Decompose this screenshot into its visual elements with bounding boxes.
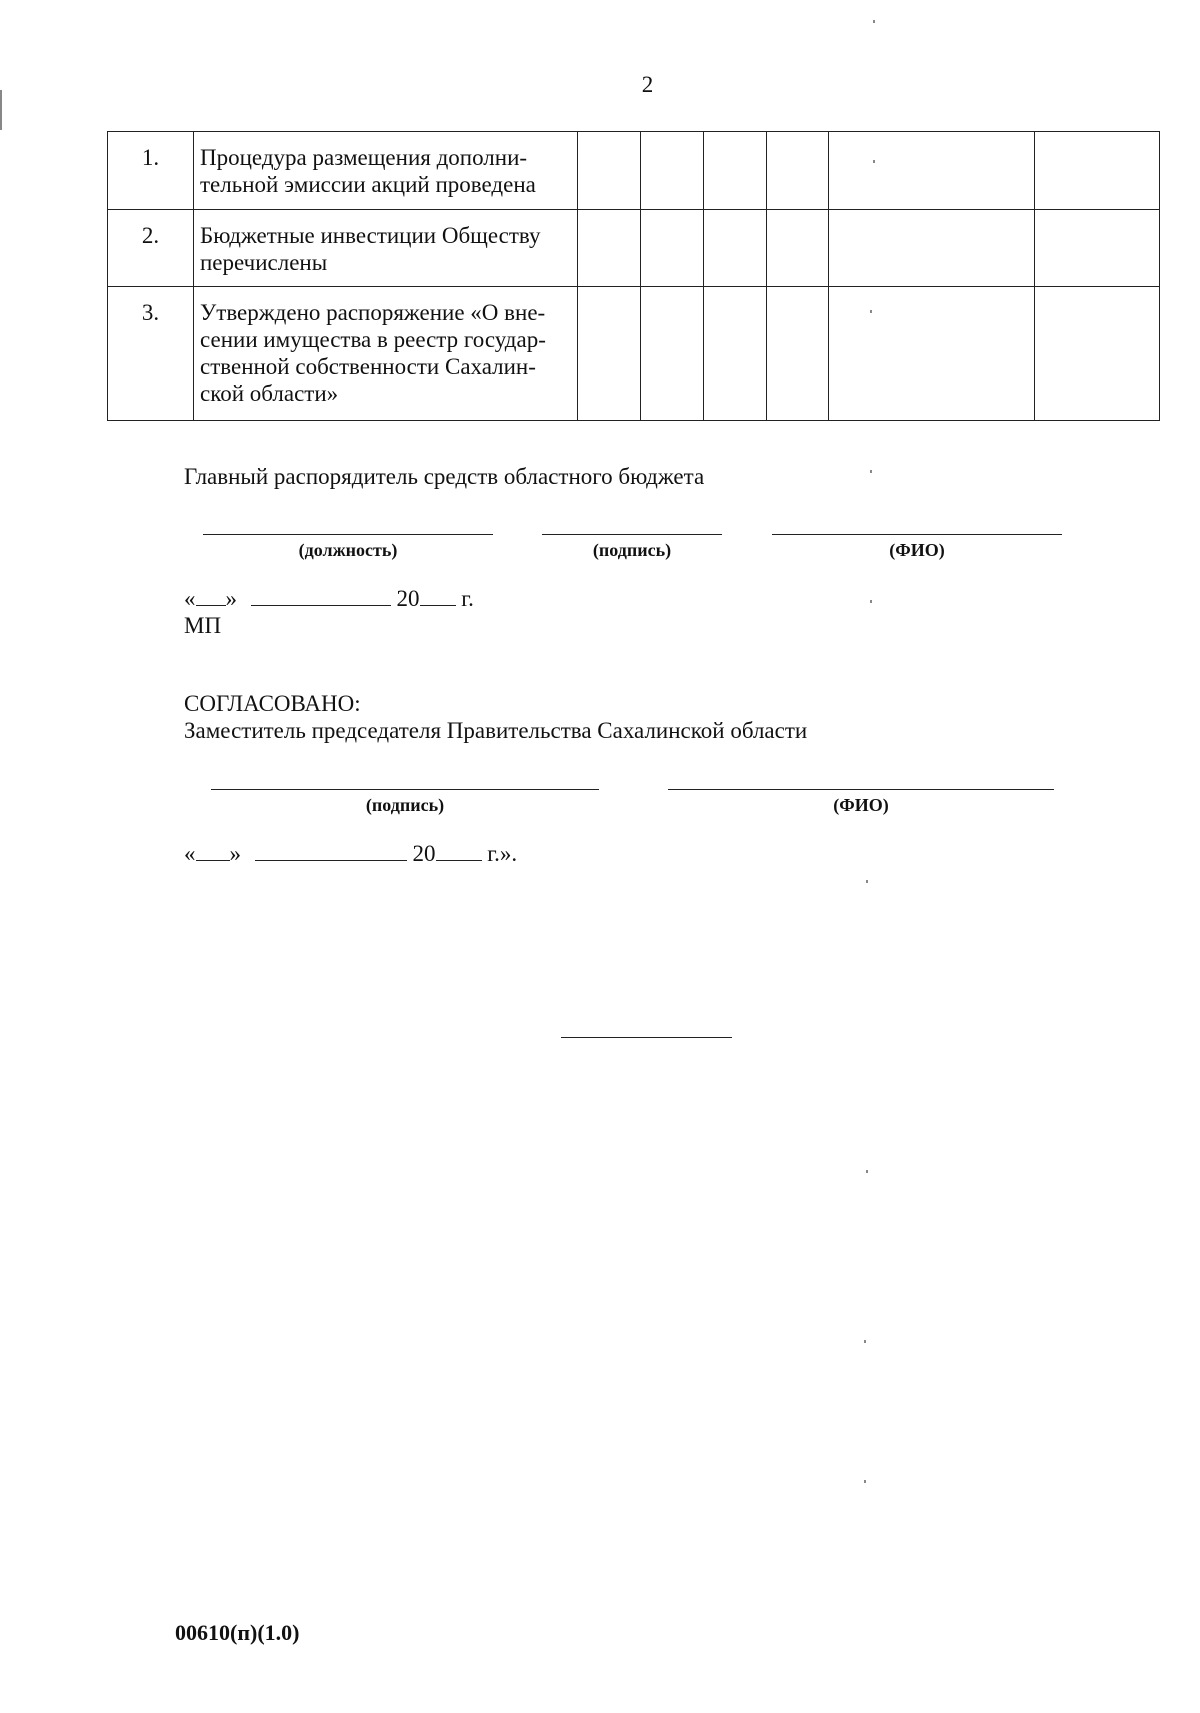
row-description: Утверждено распоряжение «О вне- сении имущества в реестр государ- ственной собственности Сахалин- ской области» <box>194 287 578 421</box>
approval-signature-line <box>211 789 599 790</box>
empty-cell <box>1035 287 1160 421</box>
approval-name-caption: (ФИО) <box>833 795 889 815</box>
empty-cell <box>704 210 767 287</box>
empty-cell <box>829 287 1035 421</box>
scan-speck <box>873 20 875 23</box>
month-blank <box>251 585 391 606</box>
empty-cell <box>767 210 829 287</box>
main-manager-heading: Главный распорядитель средств областного бюджета <box>184 464 705 489</box>
year-blank <box>436 840 482 861</box>
scan-speck <box>864 1480 866 1483</box>
month-blank <box>255 840 407 861</box>
empty-cell <box>767 132 829 210</box>
name-caption: (ФИО) <box>889 540 945 560</box>
empty-cell <box>704 132 767 210</box>
empty-cell <box>641 132 704 210</box>
scan-speck <box>866 880 868 883</box>
scan-speck <box>0 90 2 130</box>
empty-cell <box>1035 210 1160 287</box>
signature-caption: (подпись) <box>592 540 672 560</box>
row-description: Бюджетные инвестиции Обществу перечислены <box>194 210 578 287</box>
approval-name-line <box>668 789 1054 790</box>
scan-speck <box>870 310 872 313</box>
empty-cell <box>829 132 1035 210</box>
position-caption: (должность) <box>298 540 398 560</box>
name-line <box>772 534 1062 535</box>
empty-cell <box>641 210 704 287</box>
row-number: 2. <box>108 210 194 287</box>
row-number: 3. <box>108 287 194 421</box>
approval-role: Заместитель председателя Правительства Сахалинской области <box>184 718 808 743</box>
scan-speck <box>866 1170 868 1173</box>
main-manager-date: « » 20 г. <box>184 586 474 611</box>
approval-heading: СОГЛАСОВАНО: <box>184 691 361 716</box>
empty-cell <box>578 210 641 287</box>
approval-signature-caption: (подпись) <box>365 795 445 815</box>
empty-cell <box>641 287 704 421</box>
scan-speck <box>864 1340 866 1343</box>
signature-line <box>542 534 722 535</box>
empty-cell <box>829 210 1035 287</box>
table-row <box>108 287 1160 421</box>
status-table <box>107 131 1160 421</box>
row-number: 1. <box>108 132 194 210</box>
seal-mark: МП <box>184 613 222 638</box>
empty-cell <box>578 132 641 210</box>
scan-speck <box>870 600 872 603</box>
empty-cell <box>767 287 829 421</box>
scan-speck <box>870 470 872 473</box>
empty-cell <box>578 287 641 421</box>
table-row <box>108 210 1160 287</box>
day-blank <box>196 840 230 861</box>
year-blank <box>420 585 456 606</box>
position-line <box>203 534 493 535</box>
document-code: 00610(п)(1.0) <box>175 1620 300 1645</box>
row-description: Процедура размещения дополни- тельной эмиссии акций проведена <box>194 132 578 210</box>
page-number: 2 <box>641 72 654 97</box>
empty-cell <box>1035 132 1160 210</box>
closing-divider <box>561 1037 732 1038</box>
table-row <box>108 132 1160 210</box>
day-blank <box>196 585 226 606</box>
scan-speck <box>873 160 875 163</box>
approval-date: « » 20 г.». <box>184 841 518 866</box>
empty-cell <box>704 287 767 421</box>
